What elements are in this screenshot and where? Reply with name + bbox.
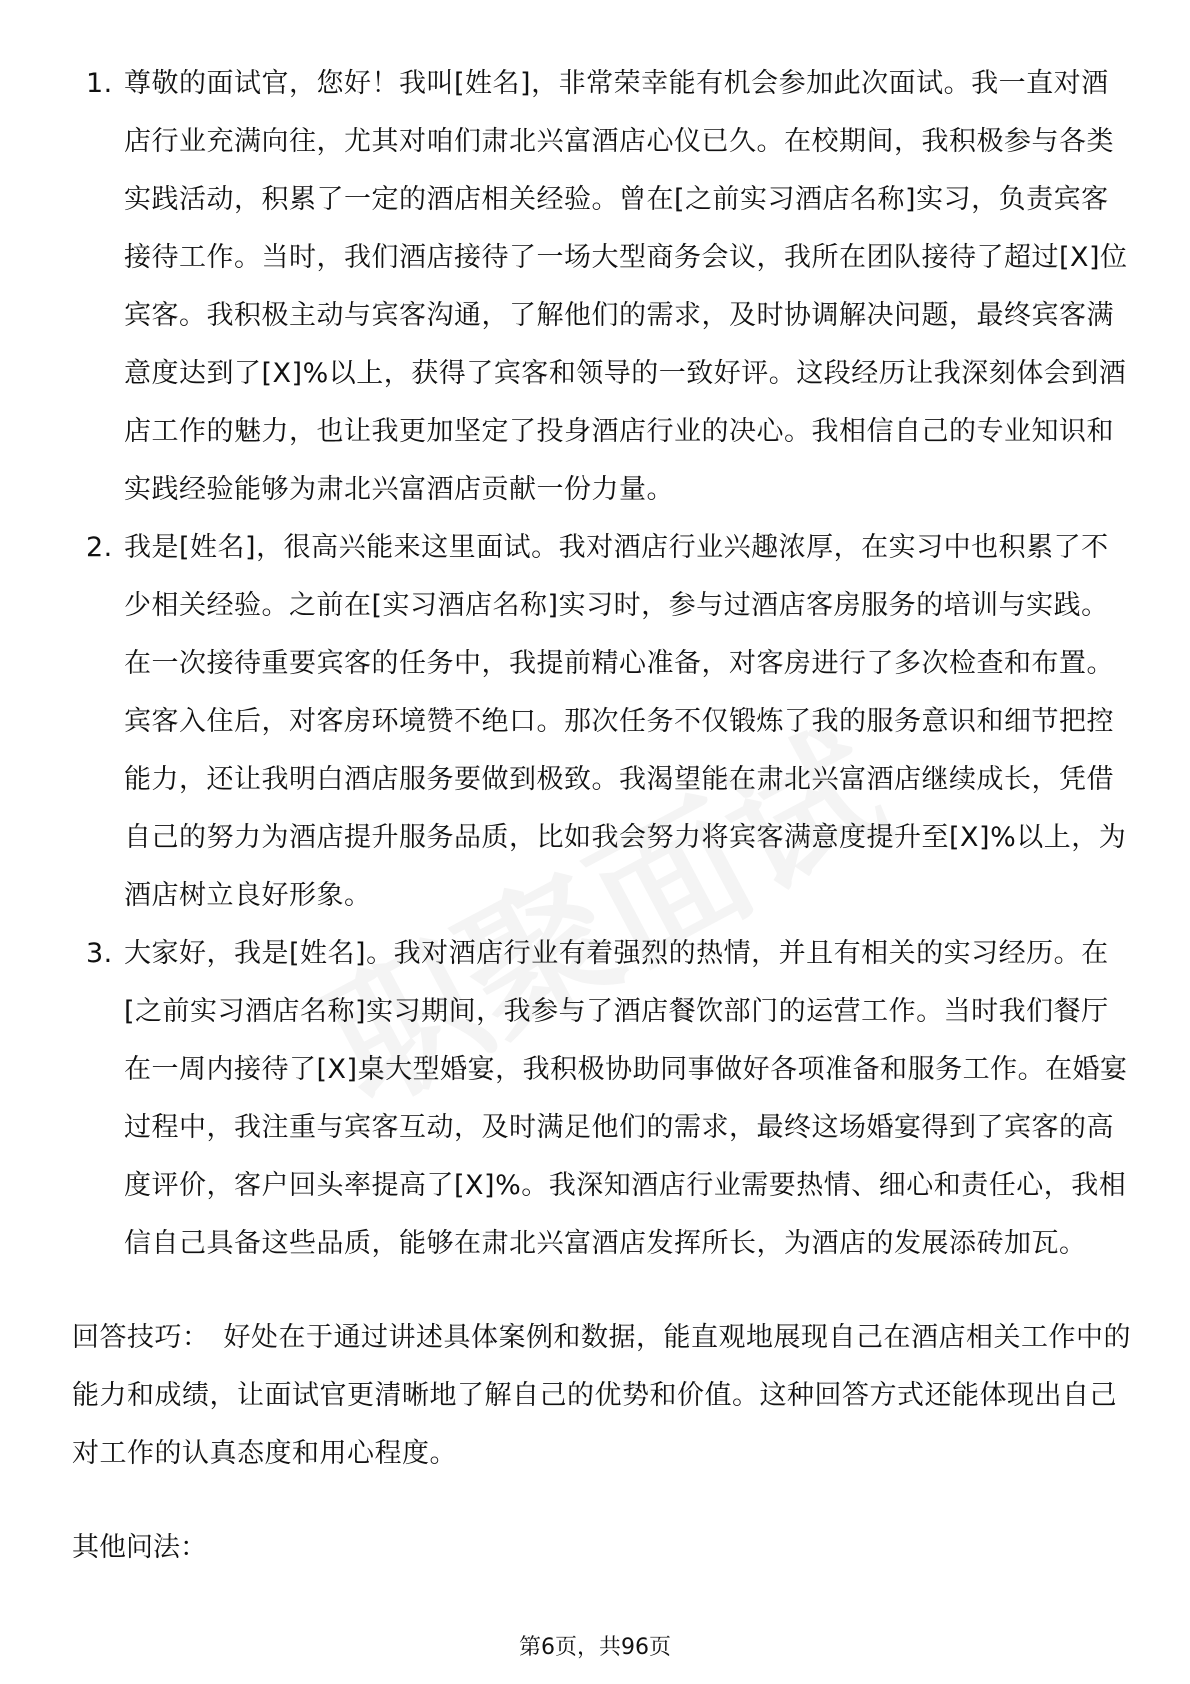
list-item-text: 大家好，我是[姓名]。我对酒店行业有着强烈的热情，并且有相关的实习经历。在[之前实习酒店名称]实习期间，我参与了酒店餐饮部门的运营工作。当时我们餐厅在一周内接待了[X]桌大型婚宴，我积极协助同事做好各项准备和服务工作。在婚宴过程中，我注重与宾客互动，及时满足他们的需求，最终这场婚宴得到了宾客的高度评价，客户回头率提高了[X]%。我深知酒店行业需要热情、细心和责任心，我相信自己具备这些品质，能够在肃北兴富酒店发挥所长，为酒店的发展添砖加瓦。 [124,938,1128,1259]
answer-tip-paragraph [72,1309,1132,1483]
answer-tip-text: 好处在于通过讲述具体案例和数据，能直观地展现自己在酒店相关工作中的能力和成绩，让面试官更清晰地了解自己的优势和价值。这种回答方式还能体现出自己对工作的认真态度和用心程度。 [72,1322,1131,1469]
list-item-text: 我是[姓名]，很高兴能来这里面试。我对酒店行业兴趣浓厚，在实习中也积累了不少相关经验。之前在[实习酒店名称]实习时，参与过酒店客房服务的培训与实践。在一次接待重要宾客的任务中，我提前精心准备，对客房进行了多次检查和布置。宾客入住后，对客房环境赞不绝口。那次任务不仅锻炼了我的服务意识和细节把控能力，还让我明白酒店服务要做到极致。我渴望能在肃北兴富酒店继续成长，凭借自己的努力为酒店提升服务品质，比如我会努力将宾客满意度提升至[X]%以上，为酒店树立良好形象。 [124,532,1127,911]
answer-tip-label: 回答技巧： [72,1322,210,1353]
list-item [72,925,1132,1273]
page-number-footer: 第6页，共96页 [519,1635,671,1660]
document-content [72,55,1132,1577]
answer-list [72,55,1132,1273]
other-questions-heading: 其他问法： [72,1532,207,1563]
list-item-number: 3. [86,938,113,969]
list-item [72,55,1132,519]
list-item-text: 尊敬的面试官，您好！我叫[姓名]，非常荣幸能有机会参加此次面试。我一直对酒店行业充满向往，尤其对咱们肃北兴富酒店心仪已久。在校期间，我积极参与各类实践活动，积累了一定的酒店相关经验。曾在[之前实习酒店名称]实习，负责宾客接待工作。当时，我们酒店接待了一场大型商务会议，我所在团队接待了超过[X]位宾客。我积极主动与宾客沟通，了解他们的需求，及时协调解决问题，最终宾客满意度达到了[X]%以上，获得了宾客和领导的一致好评。这段经历让我深刻体会到酒店工作的魅力，也让我更加坚定了投身酒店行业的决心。我相信自己的专业知识和实践经验能够为肃北兴富酒店贡献一份力量。 [124,68,1128,505]
list-item-number: 2. [86,532,113,563]
list-item [72,519,1132,925]
list-item-number: 1. [86,68,113,99]
